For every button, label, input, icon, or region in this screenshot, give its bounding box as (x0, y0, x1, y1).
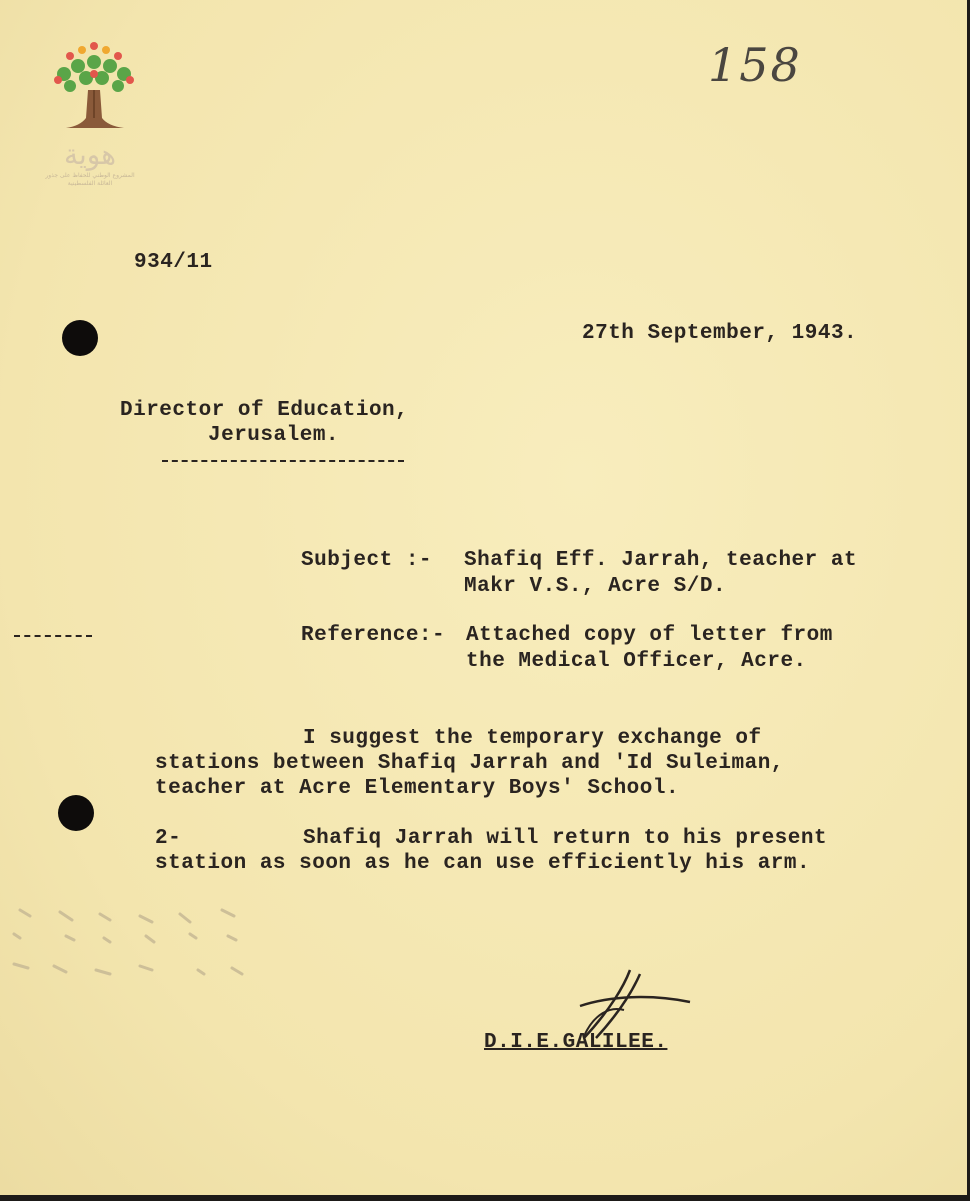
punch-hole-top (62, 320, 98, 356)
paragraph-1-line-1: I suggest the temporary exchange of (303, 727, 762, 750)
addressee-line-2: Jerusalem. (208, 424, 340, 447)
paragraph-2-number: 2- (155, 827, 182, 850)
logo-word: هوية (63, 138, 117, 171)
reference-line-2: the Medical Officer, Acre. (466, 650, 807, 673)
paragraph-2-line-1: Shafiq Jarrah will return to his present (303, 827, 828, 850)
addressee-line-1: Director of Education, (120, 399, 409, 422)
paragraph-2-line-2: station as soon as he can use efficiently his arm. (155, 852, 811, 875)
paragraph-1-line-3: teacher at Acre Elementary Boys' School. (155, 777, 680, 800)
reference-line-1: Attached copy of letter from (466, 624, 833, 647)
subject-label: Subject :- (301, 549, 433, 572)
subject-line-1: Shafiq Eff. Jarrah, teacher at (464, 549, 858, 572)
logo-subtitle: المشروع الوطني للحفاظ على جذور العائلة الفلسطينية (45, 172, 135, 187)
faded-stamp-marks (0, 900, 260, 990)
paragraph-1-line-2: stations between Shafiq Jarrah and 'Id Suleiman, (155, 752, 784, 775)
letter-date: 27th September, 1943. (582, 322, 858, 345)
addressee-underline (162, 460, 404, 462)
reference-number: 934/11 (134, 251, 213, 274)
reference-label: Reference:- (301, 624, 446, 647)
signatory-name: D.I.E.GALILEE. (484, 1031, 668, 1054)
punch-hole-bottom (58, 795, 94, 831)
margin-dash (14, 635, 92, 637)
subject-line-2: Makr V.S., Acre S/D. (464, 575, 727, 598)
folio-number: 158 (708, 38, 802, 92)
